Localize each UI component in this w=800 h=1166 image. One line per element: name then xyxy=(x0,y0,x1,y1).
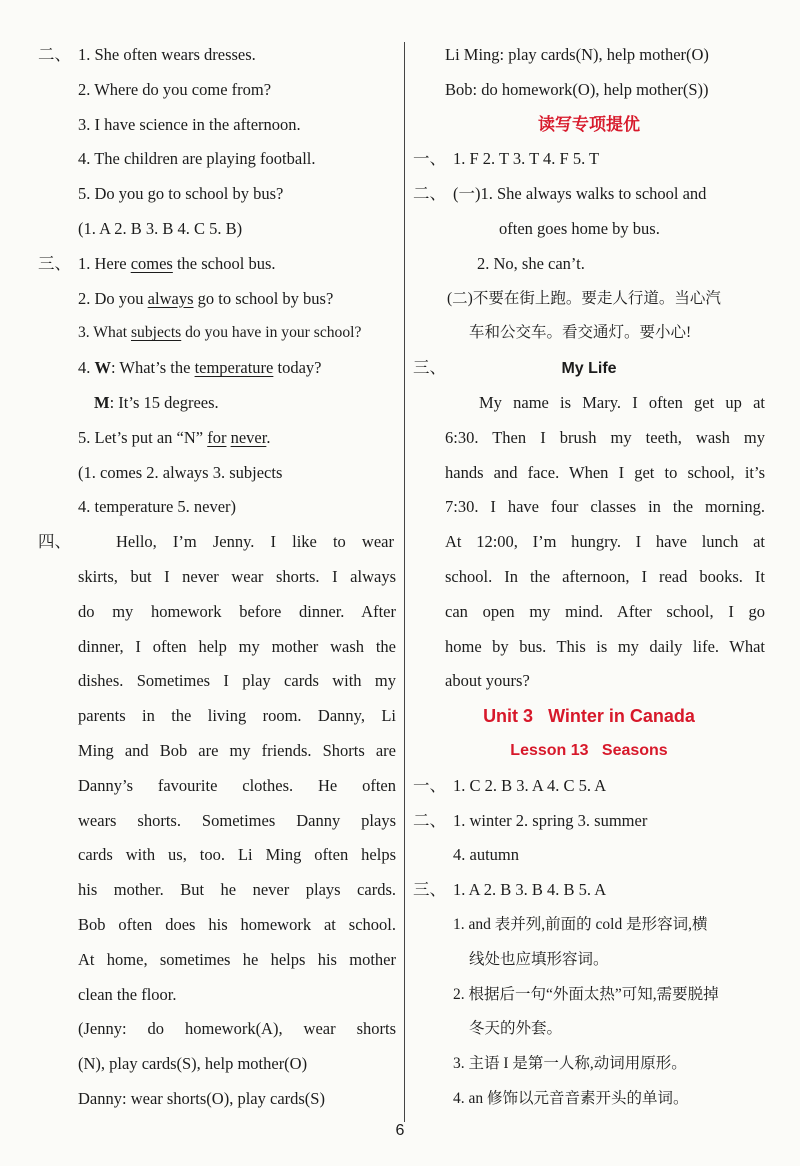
section-label: 二、 xyxy=(413,810,446,830)
section-4-key: Danny: wear shorts(O), play cards(S) xyxy=(78,1088,325,1108)
section-3-answers-1: (1. comes 2. always 3. subjects xyxy=(78,462,283,482)
section-2-item-5: 5. Do you go to school by bus? xyxy=(78,184,284,204)
section-4-line: do my homework before dinner. After xyxy=(78,601,396,621)
note-1-cont: 线处也应填形容词。 xyxy=(469,950,609,968)
section-4-line: skirts, but I never wear shorts. I always xyxy=(78,566,396,586)
section-2-item-3: 3. I have science in the afternoon. xyxy=(78,114,301,134)
lesson-section-3: 三、 1. A 2. B 3. B 4. B 5. A xyxy=(413,873,765,908)
section-3-item-4-reply: M: It’s 15 degrees. xyxy=(94,392,219,412)
essay-line: My name is Mary. I often get up at xyxy=(479,392,765,412)
speaker-label: W xyxy=(94,358,111,378)
rw-section-1: 一、 1. F 2. T 3. T 4. F 5. T xyxy=(413,142,765,177)
section-4-line: Ming and Bob are my friends. Shorts are xyxy=(78,740,396,760)
section-2-item-4: 4. The children are playing football. xyxy=(78,149,316,169)
section-4-line: his mother. But he never plays cards. xyxy=(78,880,396,900)
section-label: 二、 xyxy=(413,184,446,204)
section-3-item-2: 2. Do you always go to school by bus? xyxy=(78,288,334,308)
section-4-line: dishes. Sometimes I play cards with my xyxy=(78,671,396,691)
essay-line: hands and face. When I get to school, it’s xyxy=(445,462,765,482)
note-2: 2. 根据后一句“外面太热”可知,需要脱掉 xyxy=(453,985,719,1003)
section-3-item-3: 3. What subjects do you have in your school? xyxy=(78,324,362,342)
column-divider xyxy=(404,42,405,1122)
rw-section-2-line-2: often goes home by bus. xyxy=(499,218,660,238)
section-4-line: wears shorts. Sometimes Danny plays xyxy=(78,810,396,830)
rw-section-3-title-row xyxy=(413,351,765,386)
section-label: 一、 xyxy=(413,149,446,169)
rw-section-2-line-5: 车和公交车。看交通灯。要小心! xyxy=(469,324,692,342)
essay-line: 6:30. Then I brush my teeth, wash my xyxy=(445,427,765,447)
rw-section-2-line-1: 二、 (一)1. She always walks to school and xyxy=(413,177,765,212)
section-4-key: (N), play cards(S), help mother(O) xyxy=(78,1054,308,1074)
speaker-label: M xyxy=(94,392,110,412)
answer-word: comes xyxy=(130,253,173,273)
section-4-key: (Jenny: do homework(A), wear shorts xyxy=(78,1019,396,1039)
right-column xyxy=(413,38,765,1117)
section-4-line-1: 四、 Hello, I’m Jenny. I like to wear xyxy=(38,525,396,560)
essay-line: school. In the afternoon, I read books. It xyxy=(445,566,765,586)
essay-title: My Life xyxy=(561,360,617,378)
section-2-item-2: 2. Where do you come from? xyxy=(78,79,272,99)
answer-word: temperature xyxy=(194,358,274,378)
section-label: 二、 xyxy=(38,45,71,64)
section-3-item-1: 三、 1. Here comes the school bus. xyxy=(38,247,396,282)
rw-section-2-line-3: 2. No, she can’t. xyxy=(477,253,585,273)
lesson-section-2-line-2: 4. autumn xyxy=(453,845,519,865)
left-column xyxy=(38,38,396,1117)
section-3-item-4: 4. W: What’s the temperature today? xyxy=(78,358,322,378)
section-4-line: cards with us, too. Li Ming often helps xyxy=(78,845,396,865)
part-label: (二) xyxy=(447,289,473,307)
lesson-section-1: 一、 1. C 2. B 3. A 4. C 5. A xyxy=(413,769,765,804)
section-4-line: clean the floor. xyxy=(78,984,177,1004)
note-3: 3. 主语 I 是第一人称,动词用原形。 xyxy=(453,1055,687,1073)
continued-key-1: Li Ming: play cards(N), help mother(O) xyxy=(445,45,709,64)
rw-section-2-line-4: (二)不要在街上跑。要走人行道。当心汽 xyxy=(447,289,721,307)
note-4: 4. an 修饰以元音音素开头的单词。 xyxy=(453,1089,689,1107)
answer-word: always xyxy=(147,288,194,308)
section-4-line: parents in the living room. Danny, Li xyxy=(78,706,396,726)
essay-line: home by bus. This is my daily life. What xyxy=(445,636,765,656)
section-label: 三、 xyxy=(413,358,446,378)
part-label: (一) xyxy=(453,184,481,204)
lesson-heading: Lesson 13 Seasons xyxy=(510,741,668,759)
section-4-line: dinner, I often help my mother wash the xyxy=(78,636,396,656)
unit-heading: Unit 3 Winter in Canada xyxy=(483,706,695,727)
section-2-item-1: 二、 1. She often wears dresses. xyxy=(38,38,396,73)
answer-word: for xyxy=(207,427,227,447)
answer-word: subjects xyxy=(130,324,182,342)
section-4-line: Danny’s favourite clothes. He often xyxy=(78,775,396,795)
section-3-item-5: 5. Let’s put an “N” for never. xyxy=(78,427,271,447)
section-4-line: At home, sometimes he helps his mother xyxy=(78,949,396,969)
essay-line: 7:30. I have four classes in the morning. xyxy=(445,497,765,517)
essay-line: about yours? xyxy=(445,671,530,691)
answer-word: never xyxy=(230,427,267,447)
note-1: 1. and 表并列,前面的 cold 是形容词,横 xyxy=(453,915,708,933)
lesson-section-2: 二、 1. winter 2. spring 3. summer xyxy=(413,804,765,839)
essay-line: can open my mind. After school, I go xyxy=(445,601,765,621)
section-4-line: Bob often does his homework at school. xyxy=(78,914,396,934)
section-label: 一、 xyxy=(413,775,446,795)
reading-writing-heading: 读写专项提优 xyxy=(538,114,640,134)
section-3-answers-2: 4. temperature 5. never) xyxy=(78,497,237,517)
section-label: 四、 xyxy=(38,532,71,552)
note-2-cont: 冬天的外套。 xyxy=(469,1020,563,1038)
section-2-answers: (1. A 2. B 3. B 4. C 5. B) xyxy=(78,218,243,238)
continued-key-2: Bob: do homework(O), help mother(S)) xyxy=(445,79,709,99)
section-label: 三、 xyxy=(413,880,446,900)
page-number: 6 xyxy=(395,1122,405,1139)
section-label: 三、 xyxy=(38,253,71,273)
essay-line: At 12:00, I’m hungry. I have lunch at xyxy=(445,532,765,552)
